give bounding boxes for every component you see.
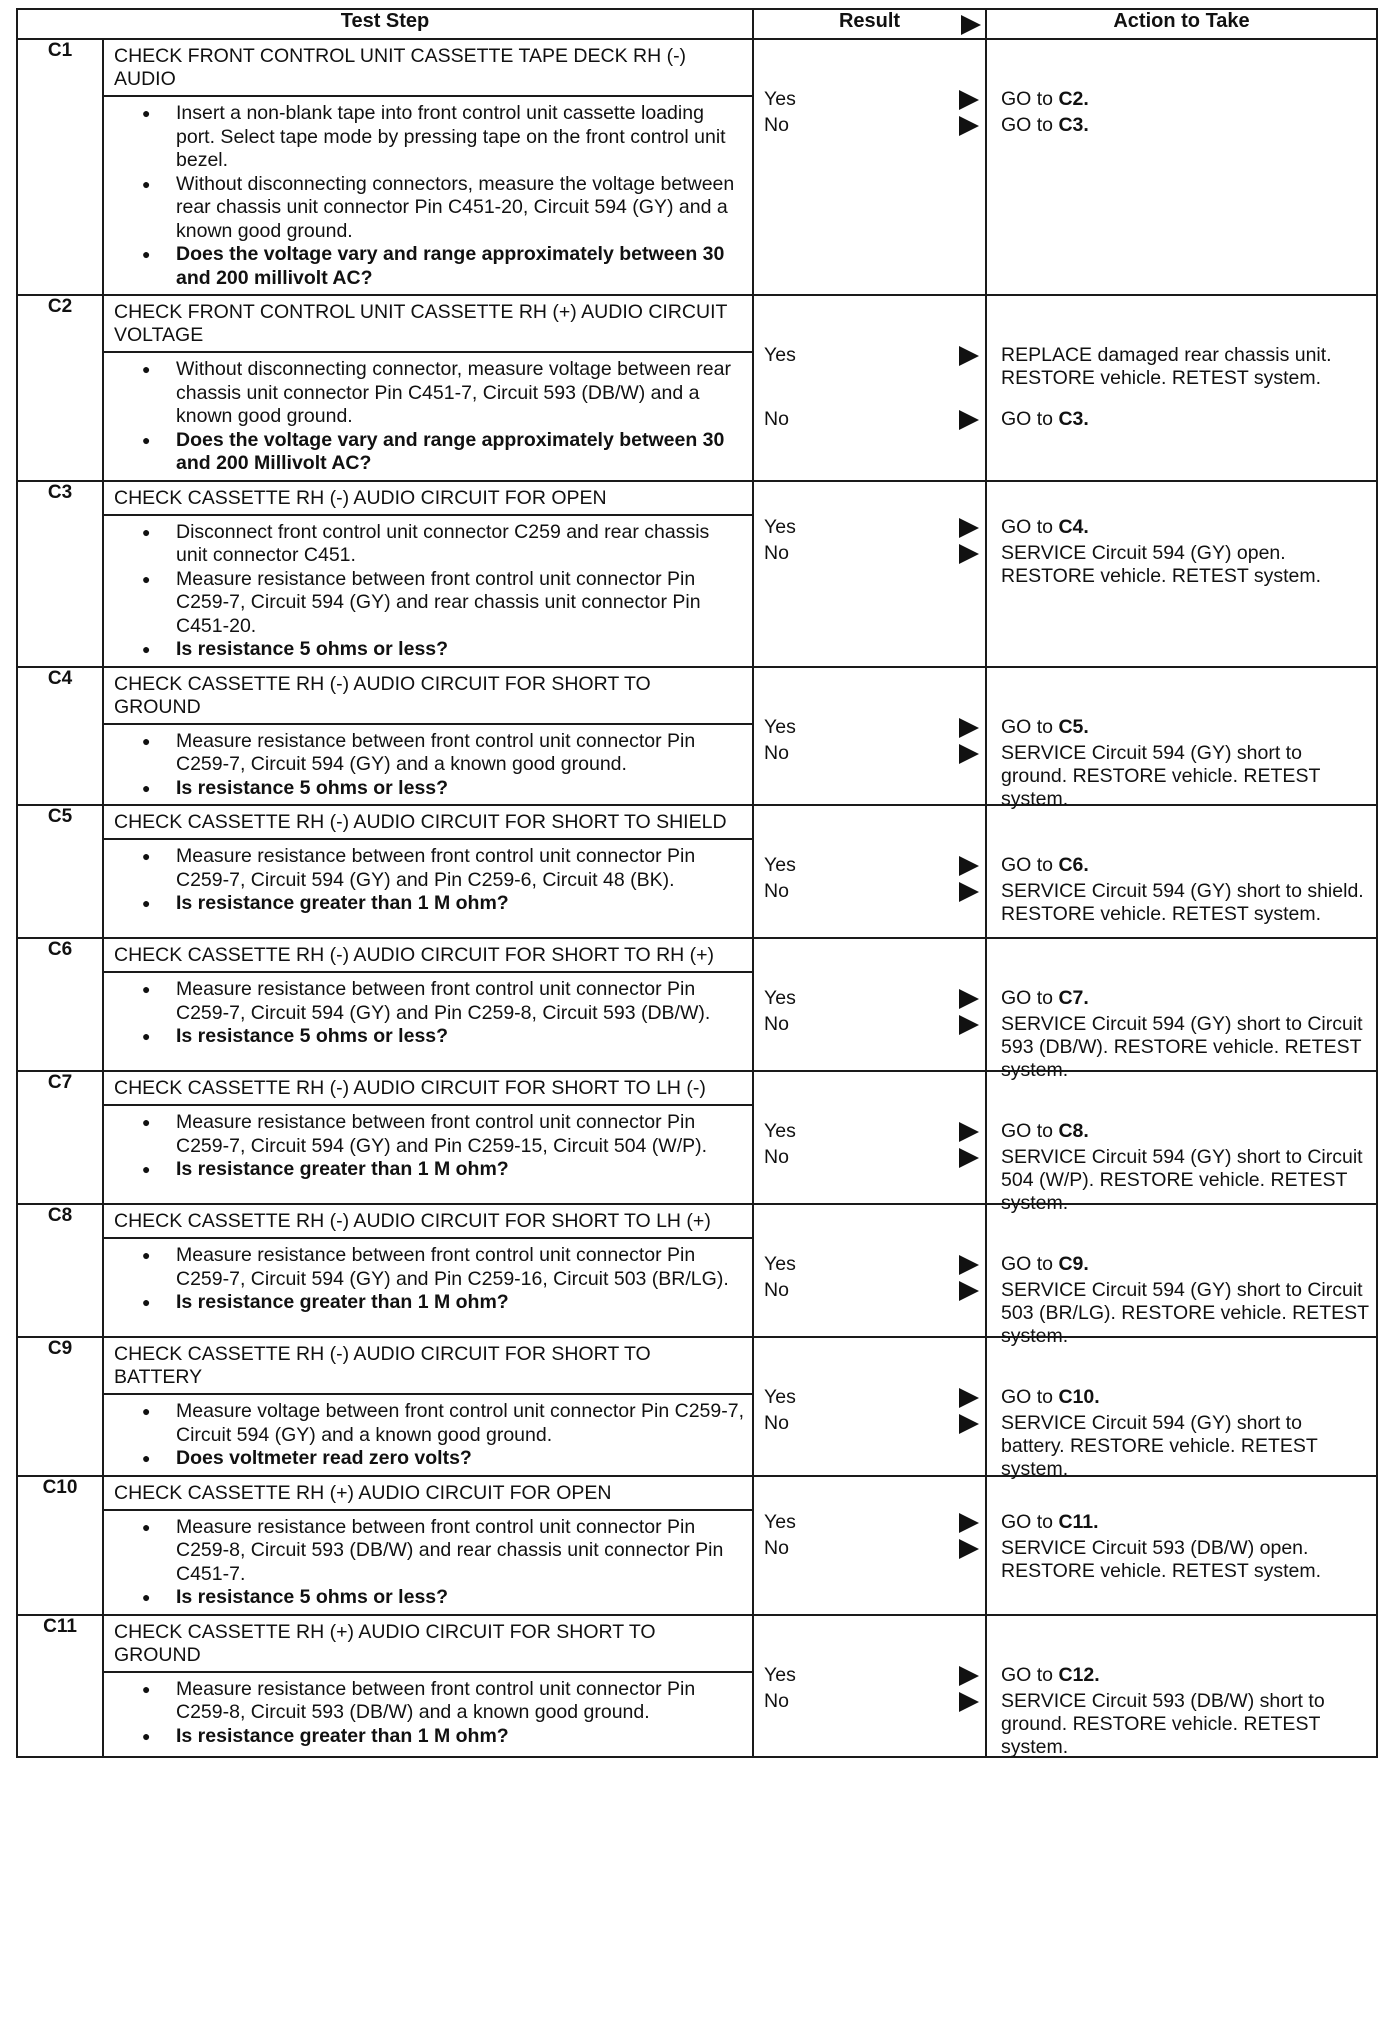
action-cell — [986, 1615, 1377, 1757]
step-title: CHECK CASSETTE RH (-) AUDIO CIRCUIT FOR SHORT TO LH (+) — [104, 1205, 752, 1239]
step-bullet: ● Measure resistance between front control unit connector Pin C259-7, Circuit 594 (GY) and Pin C259-6, Circuit 48 (BK). — [142, 845, 746, 892]
no-label: No — [764, 1689, 789, 1712]
table-row — [17, 667, 1377, 806]
step-id: C4 — [17, 667, 103, 806]
result-yes — [764, 344, 979, 367]
no-action-text: SERVICE Circuit 594 (GY) short to Circuit 504 (W/P). RESTORE vehicle. RETEST system. — [1001, 1146, 1363, 1214]
action-cell — [986, 1071, 1377, 1214]
test-step-table — [16, 8, 1378, 1758]
table-row — [17, 938, 1377, 1071]
step-title: CHECK CASSETTE RH (-) AUDIO CIRCUIT FOR SHORT TO RH (+) — [104, 939, 752, 973]
table-row — [17, 481, 1377, 667]
yes-action — [1001, 1664, 1370, 1687]
step-title: CHECK CASSETTE RH (-) AUDIO CIRCUIT FOR SHORT TO LH (-) — [104, 1072, 752, 1106]
result-cell — [753, 667, 986, 806]
yes-action-ref: C9. — [1058, 1253, 1089, 1275]
arrow-right-icon — [959, 989, 979, 1009]
step-title: CHECK CASSETTE RH (-) AUDIO CIRCUIT FOR SHORT TO GROUND — [104, 668, 752, 725]
no-label: No — [764, 880, 789, 902]
step-bullet: ● Measure resistance between front control unit connector Pin C259-7, Circuit 594 (GY) and a known good ground. — [142, 730, 746, 777]
no-action — [1001, 408, 1370, 431]
step-title: CHECK CASSETTE RH (-) AUDIO CIRCUIT FOR SHORT TO BATTERY — [104, 1338, 752, 1395]
result-no — [764, 542, 979, 565]
yes-label: Yes — [764, 1663, 796, 1686]
result-yes — [764, 1664, 979, 1687]
no-action — [1001, 1537, 1370, 1583]
step-bullets — [104, 1511, 752, 1614]
step-body — [103, 481, 753, 667]
result-cell — [753, 938, 986, 1071]
no-label: No — [764, 408, 789, 430]
result-no — [764, 1537, 979, 1560]
yes-action-ref: C2. — [1058, 88, 1089, 110]
result-cell — [753, 1476, 986, 1615]
action-cell — [986, 938, 1377, 1081]
yes-action-ref: C6. — [1058, 854, 1089, 876]
no-label: No — [764, 1412, 789, 1434]
no-label: No — [764, 1536, 789, 1559]
step-question: ● Is resistance 5 ohms or less? — [142, 1025, 746, 1049]
arrow-right-icon — [959, 346, 979, 366]
arrow-right-icon — [959, 1539, 979, 1559]
step-id: C3 — [17, 481, 103, 667]
yes-action — [1001, 1511, 1370, 1534]
yes-action — [1001, 987, 1370, 1010]
no-label: No — [764, 1146, 789, 1168]
step-id: C2 — [17, 295, 103, 481]
step-title: CHECK FRONT CONTROL UNIT CASSETTE RH (+) AUDIO CIRCUIT VOLTAGE — [104, 296, 752, 353]
result-yes — [764, 1120, 979, 1143]
step-body — [103, 938, 753, 1071]
step-bullet: ● Disconnect front control unit connector C259 and rear chassis unit connector C451. — [142, 521, 746, 568]
result-cell — [753, 481, 986, 667]
table-row — [17, 39, 1377, 295]
arrow-right-icon — [959, 1388, 979, 1408]
step-question: ● Is resistance 5 ohms or less? — [142, 1586, 746, 1610]
yes-label: Yes — [764, 715, 796, 738]
yes-action-ref: C5. — [1058, 715, 1089, 738]
arrow-right-icon — [959, 882, 979, 902]
step-body — [103, 1071, 753, 1204]
arrow-right-icon — [959, 410, 979, 430]
no-action-text: SERVICE Circuit 594 (GY) short to battery. RESTORE vehicle. RETEST system. — [1001, 1412, 1318, 1480]
yes-label: Yes — [764, 1253, 796, 1275]
step-question: ● Is resistance greater than 1 M ohm? — [142, 1291, 746, 1315]
step-bullets — [104, 1106, 752, 1186]
result-cell — [753, 1071, 986, 1204]
arrow-right-icon — [959, 1255, 979, 1275]
step-id: C6 — [17, 938, 103, 1071]
result-yes — [764, 88, 979, 111]
yes-action-ref: C12. — [1058, 1663, 1100, 1686]
header-test-step: Test Step — [17, 9, 753, 39]
arrow-right-icon — [959, 856, 979, 876]
yes-action — [1001, 716, 1370, 739]
action-cell — [986, 39, 1377, 295]
step-body — [103, 1204, 753, 1337]
step-id: C10 — [17, 1476, 103, 1615]
step-bullet: ● Without disconnecting connector, measure voltage between rear chassis unit connector Pin C451-7, Circuit 593 (DB/W) and a known good ground. — [142, 358, 746, 429]
step-title: CHECK CASSETTE RH (+) AUDIO CIRCUIT FOR SHORT TO GROUND — [104, 1616, 752, 1673]
step-id: C5 — [17, 805, 103, 938]
no-action — [1001, 880, 1370, 926]
no-action-text: SERVICE Circuit 594 (GY) short to Circuit 503 (BR/LG). RESTORE vehicle. RETEST system. — [1001, 1279, 1369, 1347]
table-row — [17, 295, 1377, 481]
action-cell — [986, 295, 1377, 481]
arrow-right-icon — [961, 15, 981, 35]
yes-label: Yes — [764, 88, 796, 110]
yes-action-ref: C11. — [1058, 1510, 1099, 1533]
no-label: No — [764, 1279, 789, 1301]
no-action-ref: C3. — [1058, 114, 1089, 136]
result-no — [764, 1013, 979, 1036]
no-action-text: SERVICE Circuit 594 (GY) short to Circuit 593 (DB/W). RESTORE vehicle. RETEST system. — [1001, 1013, 1363, 1081]
yes-action-text: GO to — [1001, 854, 1059, 876]
arrow-right-icon — [959, 718, 979, 738]
result-yes — [764, 716, 979, 739]
step-bullets — [104, 973, 752, 1053]
result-no — [764, 408, 979, 431]
yes-action — [1001, 1253, 1370, 1276]
result-no — [764, 742, 979, 765]
no-action — [1001, 742, 1370, 811]
no-action — [1001, 1412, 1370, 1481]
yes-action-text: GO to — [1001, 1510, 1059, 1533]
action-cell — [986, 667, 1377, 810]
table-row — [17, 1615, 1377, 1757]
yes-action-text: REPLACE damaged rear chassis unit. RESTORE vehicle. RETEST system. — [1001, 344, 1332, 389]
yes-label: Yes — [764, 515, 796, 538]
result-cell — [753, 295, 986, 481]
result-no — [764, 1412, 979, 1435]
arrow-right-icon — [959, 1513, 979, 1533]
step-bullets — [104, 353, 752, 480]
yes-label: Yes — [764, 1510, 796, 1533]
step-id: C11 — [17, 1615, 103, 1757]
step-bullet: ● Measure resistance between front control unit connector Pin C259-7, Circuit 594 (GY) and Pin C259-16, Circuit 503 (BR/LG). — [142, 1244, 746, 1291]
result-yes — [764, 987, 979, 1010]
step-question: ● Is resistance greater than 1 M ohm? — [142, 1158, 746, 1182]
no-action-text: SERVICE Circuit 593 (DB/W) open. RESTORE vehicle. RETEST system. — [1001, 1536, 1322, 1582]
table-row — [17, 1204, 1377, 1337]
yes-label: Yes — [764, 1386, 796, 1408]
arrow-right-icon — [959, 544, 979, 564]
result-no — [764, 880, 979, 903]
step-question: ● Is resistance 5 ohms or less? — [142, 777, 746, 801]
step-title: CHECK CASSETTE RH (+) AUDIO CIRCUIT FOR OPEN — [104, 1477, 752, 1511]
arrow-right-icon — [959, 744, 979, 764]
no-action-text: GO to — [1001, 114, 1059, 136]
step-bullet: ● Insert a non-blank tape into front control unit cassette loading port. Select tape mode by pressing tape on the front control unit bezel. — [142, 102, 746, 173]
step-id: C8 — [17, 1204, 103, 1337]
step-question: ● Does the voltage vary and range approximately between 30 and 200 Millivolt AC? — [142, 429, 746, 476]
step-bullet: ● Measure resistance between front control unit connector Pin C259-7, Circuit 594 (GY) and Pin C259-15, Circuit 504 (W/P). — [142, 1111, 746, 1158]
step-bullets — [104, 1395, 752, 1475]
step-body — [103, 295, 753, 481]
arrow-right-icon — [959, 116, 979, 136]
yes-label: Yes — [764, 344, 796, 366]
yes-action — [1001, 1120, 1370, 1143]
no-action-text: SERVICE Circuit 594 (GY) open. RESTORE vehicle. RETEST system. — [1001, 541, 1322, 587]
arrow-right-icon — [959, 1281, 979, 1301]
yes-label: Yes — [764, 987, 796, 1009]
step-id: C7 — [17, 1071, 103, 1204]
no-action — [1001, 1690, 1370, 1759]
no-label: No — [764, 741, 789, 764]
yes-action-text: GO to — [1001, 88, 1059, 110]
yes-action — [1001, 516, 1370, 539]
step-question: ● Does the voltage vary and range approximately between 30 and 200 millivolt AC? — [142, 243, 746, 290]
result-yes — [764, 1253, 979, 1276]
no-label: No — [764, 1013, 789, 1035]
result-cell — [753, 1204, 986, 1337]
yes-label: Yes — [764, 854, 796, 876]
table-row — [17, 1476, 1377, 1615]
table-row — [17, 1071, 1377, 1204]
no-action-text: GO to — [1001, 408, 1059, 430]
result-yes — [764, 1386, 979, 1409]
result-no — [764, 1279, 979, 1302]
no-label: No — [764, 541, 789, 564]
step-bullets — [104, 1239, 752, 1319]
step-id: C1 — [17, 39, 103, 295]
arrow-right-icon — [959, 1692, 979, 1712]
yes-action-text: GO to — [1001, 715, 1059, 738]
step-bullet: ● Measure resistance between front control unit connector Pin C259-8, Circuit 593 (DB/W) and a known good ground. — [142, 1678, 746, 1725]
action-cell — [986, 481, 1377, 667]
arrow-right-icon — [959, 1414, 979, 1434]
step-bullet: ● Measure resistance between front control unit connector Pin C259-7, Circuit 594 (GY) and Pin C259-8, Circuit 593 (DB/W). — [142, 978, 746, 1025]
step-title: CHECK FRONT CONTROL UNIT CASSETTE TAPE DECK RH (-) AUDIO — [104, 40, 752, 97]
arrow-right-icon — [959, 1666, 979, 1686]
step-bullet: ● Measure resistance between front control unit connector Pin C259-7, Circuit 594 (GY) and rear chassis unit connector Pin C451-20. — [142, 568, 746, 639]
yes-action — [1001, 1386, 1370, 1409]
step-id: C9 — [17, 1337, 103, 1476]
step-body — [103, 1615, 753, 1757]
action-cell — [986, 805, 1377, 938]
yes-action-text: GO to — [1001, 1253, 1059, 1275]
table-row — [17, 805, 1377, 938]
header-result-label: Result — [838, 10, 901, 32]
no-action — [1001, 542, 1370, 588]
yes-action-text: GO to — [1001, 1120, 1059, 1142]
step-title: CHECK CASSETTE RH (-) AUDIO CIRCUIT FOR SHORT TO SHIELD — [104, 806, 752, 840]
header-result — [753, 9, 986, 39]
yes-action-ref: C7. — [1058, 987, 1089, 1009]
table-header-row — [17, 9, 1377, 39]
step-question: ● Is resistance 5 ohms or less? — [142, 638, 746, 662]
result-no — [764, 1690, 979, 1713]
table-row — [17, 1337, 1377, 1476]
result-cell — [753, 1337, 986, 1476]
no-label: No — [764, 114, 789, 136]
yes-action — [1001, 88, 1370, 111]
yes-action — [1001, 854, 1370, 877]
no-action — [1001, 114, 1370, 137]
arrow-right-icon — [959, 1122, 979, 1142]
step-body — [103, 667, 753, 806]
no-action-ref: C3. — [1058, 408, 1089, 430]
yes-action-text: GO to — [1001, 1386, 1059, 1408]
yes-label: Yes — [764, 1120, 796, 1142]
step-bullet: ● Without disconnecting connectors, measure the voltage between rear chassis unit connector Pin C451-20, Circuit 594 (GY) and a known good ground. — [142, 173, 746, 244]
step-body — [103, 1337, 753, 1476]
step-bullets — [104, 840, 752, 920]
action-cell — [986, 1476, 1377, 1615]
action-cell — [986, 1204, 1377, 1347]
step-body — [103, 1476, 753, 1615]
yes-action-text: GO to — [1001, 515, 1059, 538]
step-question: ● Is resistance greater than 1 M ohm? — [142, 892, 746, 916]
step-bullet: ● Measure voltage between front control unit connector Pin C259-7, Circuit 594 (GY) and a known good ground. — [142, 1400, 746, 1447]
step-bullets — [104, 516, 752, 666]
step-title: CHECK CASSETTE RH (-) AUDIO CIRCUIT FOR OPEN — [104, 482, 752, 516]
no-action-text: SERVICE Circuit 594 (GY) short to ground. RESTORE vehicle. RETEST system. — [1001, 741, 1321, 810]
step-question: ● Is resistance greater than 1 M ohm? — [142, 1725, 746, 1749]
arrow-right-icon — [959, 1015, 979, 1035]
step-bullet: ● Measure resistance between front control unit connector Pin C259-8, Circuit 593 (DB/W) and rear chassis unit connector Pin C451-7. — [142, 1516, 746, 1587]
yes-action-ref: C4. — [1058, 515, 1089, 538]
step-body — [103, 39, 753, 295]
arrow-right-icon — [959, 518, 979, 538]
yes-action-ref: C10. — [1058, 1386, 1100, 1408]
result-no — [764, 1146, 979, 1169]
result-cell — [753, 1615, 986, 1757]
result-no — [764, 114, 979, 137]
step-bullets — [104, 1673, 752, 1753]
step-body — [103, 805, 753, 938]
result-yes — [764, 1511, 979, 1534]
action-cell — [986, 1337, 1377, 1480]
no-action-text: SERVICE Circuit 593 (DB/W) short to ground. RESTORE vehicle. RETEST system. — [1001, 1689, 1325, 1758]
arrow-right-icon — [959, 1148, 979, 1168]
result-yes — [764, 516, 979, 539]
result-cell — [753, 39, 986, 295]
result-cell — [753, 805, 986, 938]
result-yes — [764, 854, 979, 877]
arrow-right-icon — [959, 90, 979, 110]
step-question: ● Does voltmeter read zero volts? — [142, 1447, 746, 1471]
yes-action-text: GO to — [1001, 1663, 1059, 1686]
step-bullets — [104, 97, 752, 294]
header-action: Action to Take — [986, 9, 1377, 39]
no-action-text: SERVICE Circuit 594 (GY) short to shield. RESTORE vehicle. RETEST system. — [1001, 880, 1364, 925]
yes-action-text: GO to — [1001, 987, 1059, 1009]
yes-action-ref: C8. — [1058, 1120, 1089, 1142]
step-rows — [17, 39, 1377, 1757]
yes-action — [1001, 344, 1370, 390]
step-bullets — [104, 725, 752, 805]
